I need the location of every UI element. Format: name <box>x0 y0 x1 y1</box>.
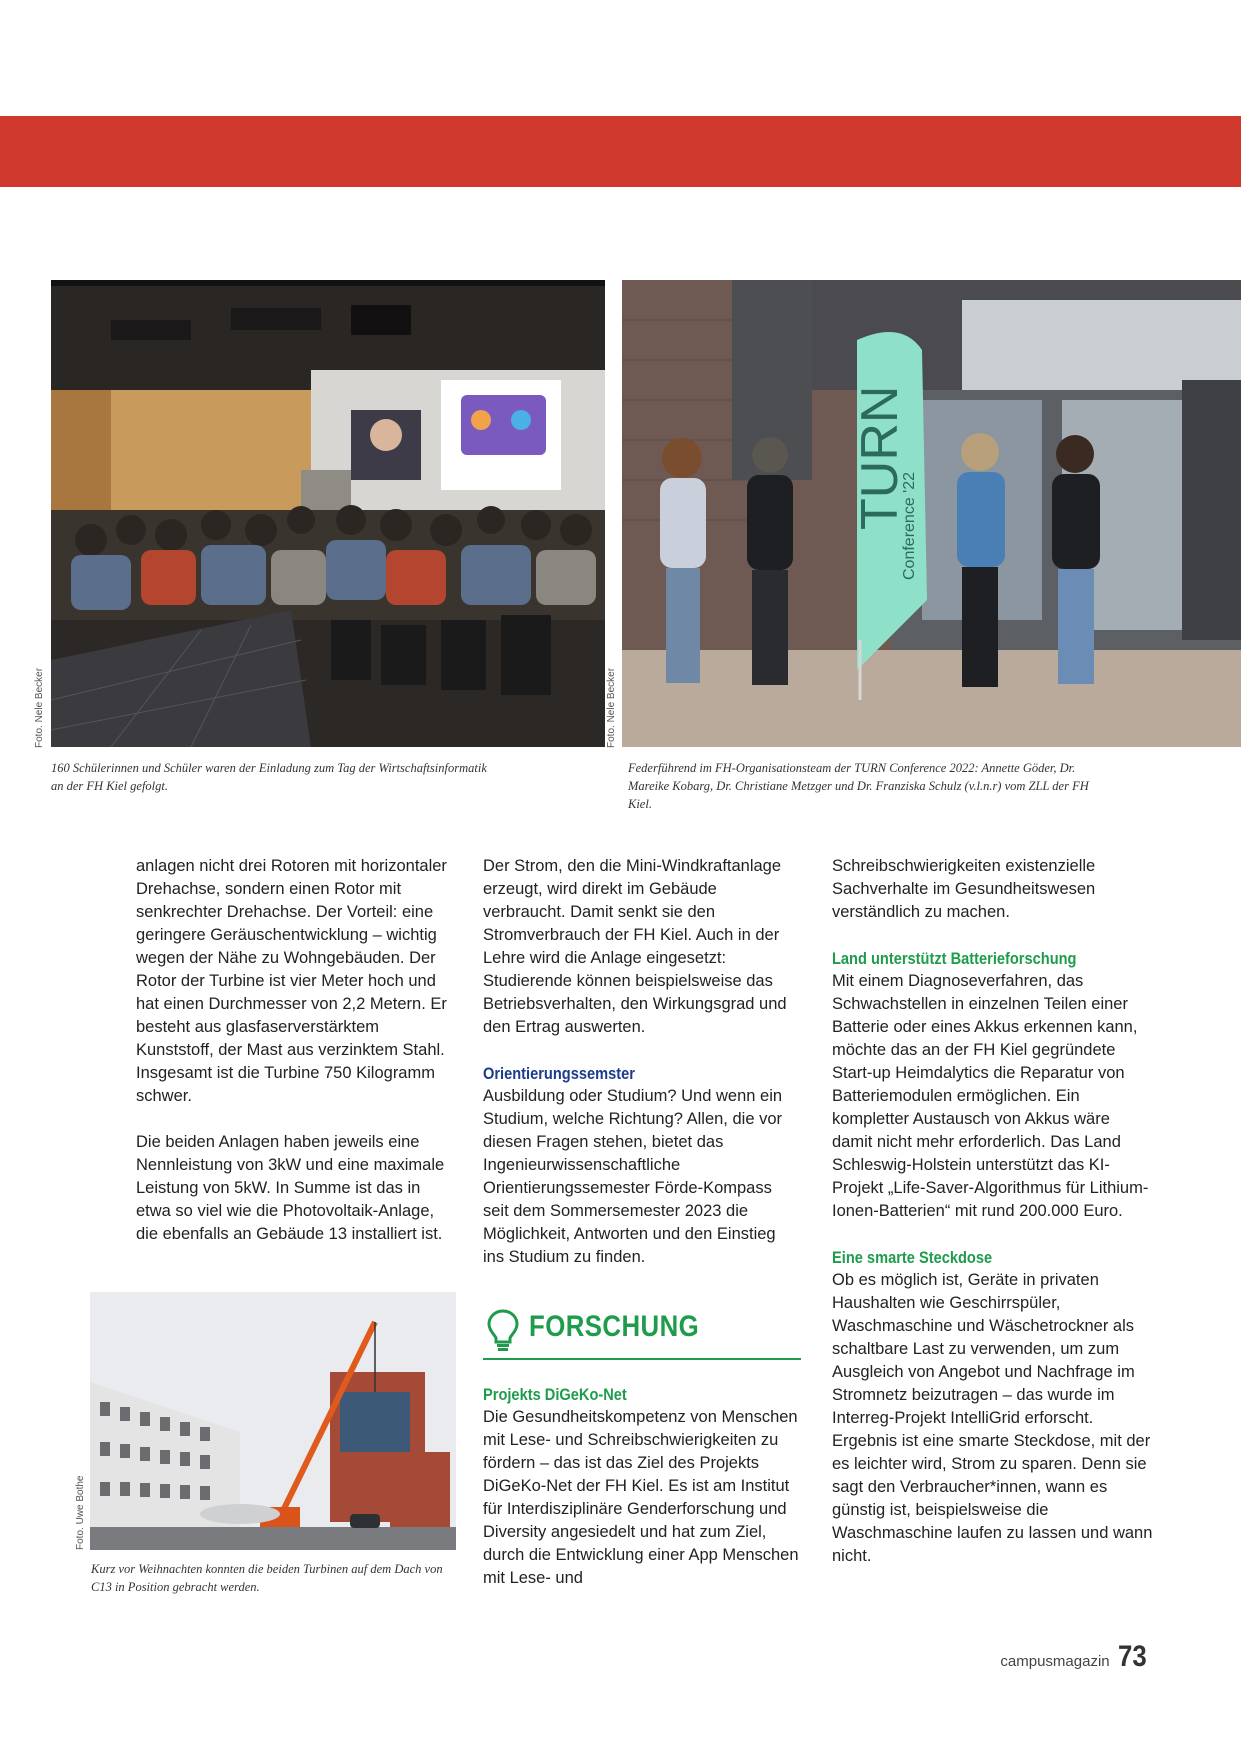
paragraph: Die Gesundheitskompetenz von Menschen mit Lese- und Schreibschwierigkeiten zu fördern – das ist das Ziel des Projekts DiGeKo-Net der FH Kiel. Es ist am Institut für Interdisziplinäre Genderforschung und Diversity angesiedelt und hat zum Ziel, durch die Entwicklung einer App Menschen mit Lese- und <box>483 1408 799 1587</box>
team-illustration <box>622 280 1241 747</box>
photo-caption: Kurz vor Weihnachten konnten die beiden Turbinen auf dem Dach von C13 in Position gebracht werden. <box>91 1562 443 1594</box>
building-illustration <box>90 1292 456 1550</box>
text-column-2 <box>483 855 801 1292</box>
header-color-band <box>0 116 1241 187</box>
photo-caption: 160 Schülerinnen und Schüler waren der Einladung zum Tag der Wirtschaftsinformatik an der FH Kiel gefolgt. <box>51 761 487 793</box>
paragraph: Die beiden Anlagen haben jeweils eine Nennleistung von 3kW und eine maximale Leistung von 5kW. In Summe ist das in etwa so viel wie die Photovoltaik-Anlage, die ebenfalls an Gebäude 13 installiert ist. <box>136 1133 445 1243</box>
paragraph: Ob es möglich ist, Geräte in privaten Haushalten wie Geschirrspüler, Waschmaschine und Wäschetrockner als schaltbare Last zu verwenden, um zum Ausgleich von Angebot und Nachfrage im Stromnetz beizutragen – das wurde im Interreg-Projekt IntelliGrid erforscht. Ergebnis ist eine smarte Steckdose, mit der es leichter wird, Strom zu sparen. Denn sie sagt den Verbraucher*innen, wann es günstig ist, beispielsweise die Waschmaschine laufen zu lassen und wann nicht. <box>832 1271 1153 1565</box>
page-number: 73 <box>1117 1640 1147 1673</box>
subheading: Land unterstützt Batterieforschung <box>832 949 1077 968</box>
section-title: FORSCHUNG <box>529 1310 700 1343</box>
paragraph: Der Strom, den die Mini-Windkraftanlage erzeugt, wird direkt im Gebäude verbraucht. Damit senkt sie den Stromverbrauch der FH Kiel. Auch in der Lehre wird die Anlage eingesetzt: Studierende können beispielsweise das Betriebsverhalten, den Wirkungsgrad und den Ertrag auswerten. <box>483 857 787 1036</box>
text-column-2-lower <box>483 1383 801 1613</box>
subheading: Eine smarte Steckdose <box>832 1248 993 1267</box>
text-column-3 <box>832 855 1154 1591</box>
photo-credit: Foto. Nele Becker <box>606 667 617 748</box>
photo-credit: Foto. Nele Becker <box>34 667 45 748</box>
lightbulb-icon <box>486 1308 520 1352</box>
magazine-name: campusmagazin <box>1000 1653 1110 1670</box>
flag-title: TURN <box>851 385 909 530</box>
team-photo <box>622 280 1241 747</box>
auditorium-photo <box>51 280 605 747</box>
subheading: Projekts DiGeKo-Net <box>483 1385 627 1404</box>
paragraph: anlagen nicht drei Rotoren mit horizontaler Drehachse, sondern einen Rotor mit senkrechter Drehachse. Der Vorteil: eine geringere Geräuschentwicklung – wichtig wegen der Nähe zu Wohngebäuden. Der Rotor der Turbine ist vier Meter hoch und hat einen Durchmesser von 2,2 Metern. Er besteht aus glasfaserverstärktem Kunststoff, der Mast aus verzinktem Stahl. Insgesamt ist die Turbine 750 Kilogramm schwer. <box>136 857 447 1105</box>
auditorium-illustration <box>51 280 605 747</box>
subheading: Orientierungssemster <box>483 1064 635 1083</box>
page-footer <box>1000 1640 1151 1674</box>
photo-credit: Foto. Uwe Bothe <box>75 1475 86 1550</box>
photo-caption: Federführend im FH-Organisationsteam der TURN Conference 2022: Annette Göder, Dr. Mareike Kobarg, Dr. Christiane Metzger und Dr. Franziska Schulz (v.l.n.r) vom ZLL der FH Kiel. <box>628 761 1089 811</box>
paragraph: Ausbildung oder Studium? Und wenn ein Studium, welche Richtung? Allen, die vor diesen Fragen stehen, bietet das Ingenieurwissenschaftliche Orientierungssemester Förde-Kompass seit dem Sommersemester 2023 die Möglichkeit, Antworten und den Einstieg ins Studium zu finden. <box>483 1087 783 1266</box>
paragraph: Mit einem Diagnoseverfahren, das Schwachstellen in einzelnen Teilen einer Batterie oder eines Akkus erkennen kann, möchte das an der FH Kiel gegründete Start-up Heimdalytics die Reparatur von Batteriemodulen ermöglichen. Ein kompletter Austausch von Akkus wäre damit nicht mehr erforderlich. Das Land Schleswig-Holstein unterstützt das KI-Projekt „Life-Saver-Algorithmus für Lithium-Ionen-Batterien“ mit rund 200.000 Euro. <box>832 972 1149 1220</box>
flag-subtitle: Conference '22 <box>901 471 918 580</box>
building-photo <box>90 1292 456 1550</box>
section-header-forschung <box>483 1302 801 1360</box>
text-column-1 <box>136 855 458 1269</box>
paragraph: Schreibschwierigkeiten existenzielle Sachverhalte im Gesundheitswesen verständlich zu machen. <box>832 857 1096 921</box>
